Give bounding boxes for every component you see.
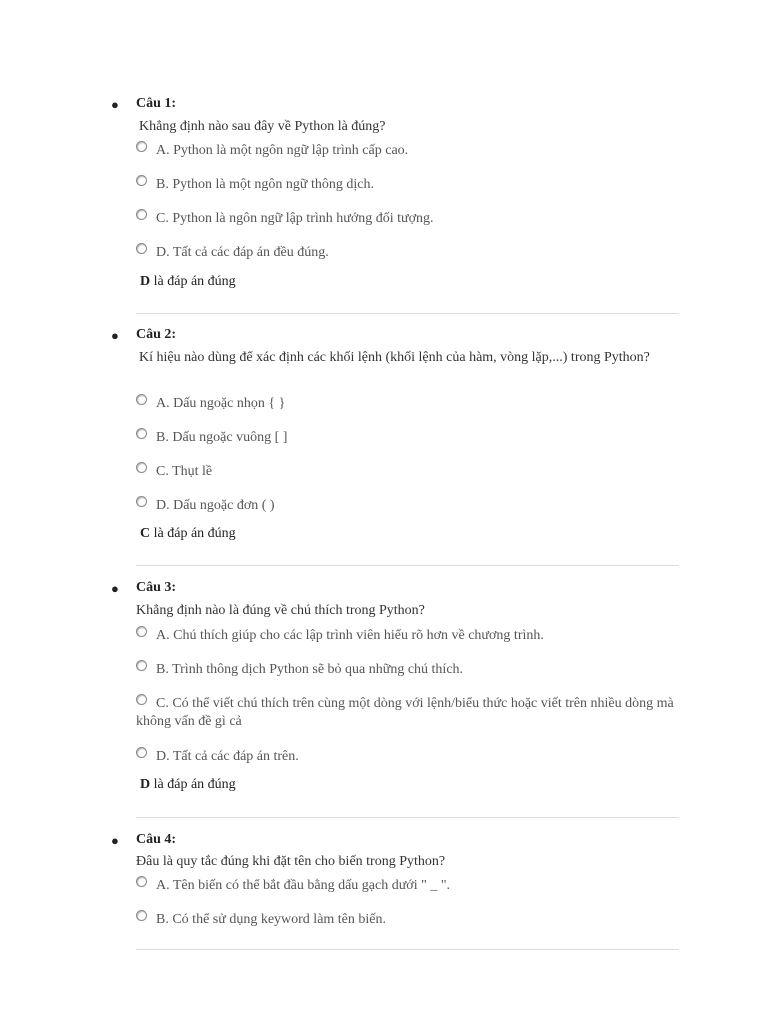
radio-button-icon[interactable]	[136, 243, 147, 254]
radio-button-icon[interactable]	[136, 428, 147, 439]
question-text: Đâu là quy tắc đúng khi đặt tên cho biến trong Python?	[136, 854, 446, 869]
radio-button-icon[interactable]	[136, 141, 147, 152]
option-label: C. Có thể viết chú thích trên cùng một dòng với lệnh/biểu thức hoặc viết trên nhiều dòng mà không vấn đề gì cả	[136, 696, 674, 729]
option-label: C. Thụt lề	[156, 464, 213, 479]
radio-button-icon[interactable]	[136, 175, 147, 186]
option-c[interactable]	[136, 694, 681, 731]
option-b[interactable]	[136, 428, 681, 447]
question-text: Khẳng định nào là đúng về chú thích trong Python?	[136, 603, 425, 618]
answer-line	[140, 777, 236, 793]
option-c[interactable]	[136, 462, 681, 481]
answer-line	[140, 274, 236, 290]
radio-button-icon[interactable]	[136, 626, 147, 637]
option-label: B. Có thể sử dụng keyword làm tên biến.	[156, 912, 387, 927]
option-b[interactable]	[136, 660, 681, 679]
option-label: A. Python là một ngôn ngữ lập trình cấp cao.	[156, 143, 409, 158]
option-d[interactable]	[136, 243, 681, 262]
question-title: Câu 2:	[136, 327, 177, 342]
bullet-icon: ●	[111, 833, 119, 848]
radio-button-icon[interactable]	[136, 694, 147, 705]
radio-button-icon[interactable]	[136, 747, 147, 758]
radio-button-icon[interactable]	[136, 910, 147, 921]
radio-button-icon[interactable]	[136, 496, 147, 507]
radio-button-icon[interactable]	[136, 209, 147, 220]
divider	[136, 949, 679, 950]
option-a[interactable]	[136, 626, 681, 645]
option-b[interactable]	[136, 175, 681, 194]
option-c[interactable]	[136, 209, 681, 228]
question-title: Câu 4:	[136, 832, 177, 847]
question-text: Kí hiệu nào dùng để xác định các khối lệnh (khối lệnh của hàm, vòng lặp,...) trong Python?	[139, 350, 650, 365]
answer-line	[140, 526, 236, 542]
option-a[interactable]	[136, 394, 681, 413]
option-label: B. Trình thông dịch Python sẽ bỏ qua những chú thích.	[156, 662, 464, 677]
question-title: Câu 3:	[136, 580, 177, 595]
option-label: B. Dấu ngoặc vuông [ ]	[156, 430, 288, 445]
option-label: A. Tên biến có thể bắt đầu bằng dấu gạch dưới " _ ".	[156, 878, 451, 893]
option-label: B. Python là một ngôn ngữ thông dịch.	[156, 177, 374, 192]
option-d[interactable]	[136, 496, 681, 515]
answer-suffix: là đáp án đúng	[150, 777, 236, 792]
answer-letter: D	[140, 777, 151, 792]
divider	[136, 817, 679, 818]
radio-button-icon[interactable]	[136, 462, 147, 473]
option-label: D. Tất cả các đáp án đều đúng.	[156, 245, 329, 260]
answer-letter: C	[140, 526, 151, 541]
question-title: Câu 1:	[136, 96, 177, 111]
option-label: D. Dấu ngoặc đơn ( )	[156, 498, 275, 513]
option-label: A. Dấu ngoặc nhọn { }	[156, 396, 286, 411]
question-text: Khẳng định nào sau đây về Python là đúng?	[139, 119, 386, 134]
bullet-icon: ●	[111, 97, 119, 112]
radio-button-icon[interactable]	[136, 876, 147, 887]
option-label: C. Python là ngôn ngữ lập trình hướng đối tượng.	[156, 211, 434, 226]
radio-button-icon[interactable]	[136, 394, 147, 405]
answer-suffix: là đáp án đúng	[150, 526, 236, 541]
option-b[interactable]	[136, 910, 681, 929]
option-d[interactable]	[136, 747, 681, 766]
option-a[interactable]	[136, 141, 681, 160]
answer-suffix: là đáp án đúng	[150, 274, 236, 289]
radio-button-icon[interactable]	[136, 660, 147, 671]
bullet-icon: ●	[111, 328, 119, 343]
divider	[136, 565, 679, 566]
answer-letter: D	[140, 274, 151, 289]
option-label: D. Tất cả các đáp án trên.	[156, 749, 299, 764]
divider	[136, 313, 679, 314]
bullet-icon: ●	[111, 581, 119, 596]
option-label: A. Chú thích giúp cho các lập trình viên hiểu rõ hơn về chương trình.	[156, 628, 544, 643]
option-a[interactable]	[136, 876, 681, 895]
